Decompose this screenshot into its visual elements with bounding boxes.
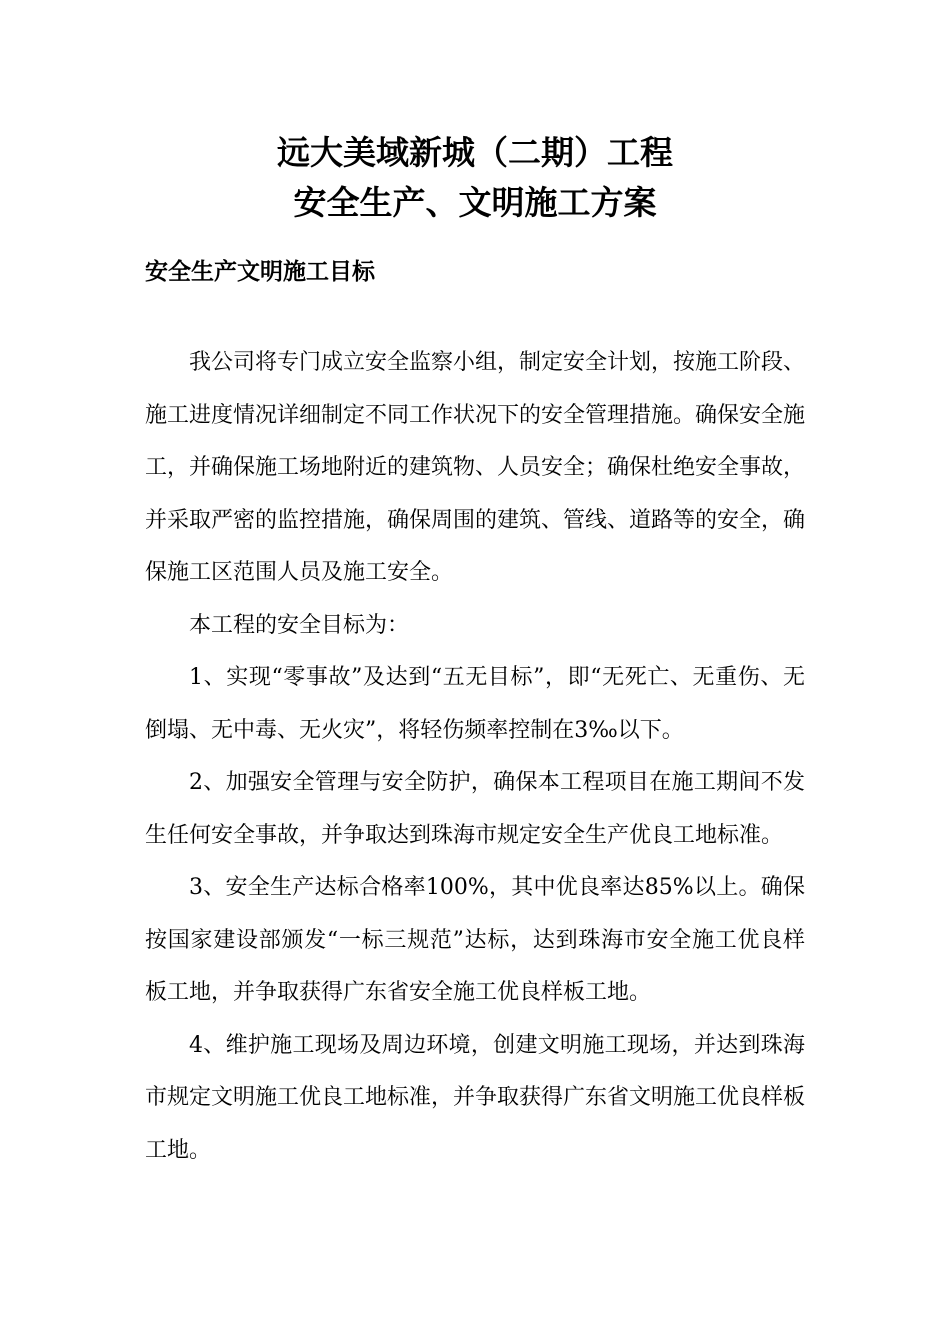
- section-heading: 安全生产文明施工目标: [145, 259, 375, 285]
- paragraph-goal-2: 2、加强安全管理与安全防护，确保本工程项目在施工期间不发生任何安全事故，并争取达到珠海市规定安全生产优良工地标准。: [145, 770, 805, 848]
- document-body: [145, 337, 805, 1177]
- paragraph-goal-3: 3、安全生产达标合格率100%，其中优良率达85%以上。确保按国家建设部颁发“一标三规范”达标，达到珠海市安全施工优良样板工地，并争取获得广东省安全施工优良样板工地。: [145, 875, 805, 1005]
- paragraph-goal-4: 4、维护施工现场及周边环境，创建文明施工现场，并达到珠海市规定文明施工优良工地标准，并争取获得广东省文明施工优良样板工地。: [145, 1032, 806, 1163]
- paragraph-goal-1: 1、实现“零事故”及达到“五无目标”，即“无死亡、无重伤、无倒塌、无中毒、无火灾”，将轻伤频率控制在3‰以下。: [145, 665, 805, 743]
- paragraph-goals-lead: 本工程的安全目标为：: [189, 612, 410, 638]
- paragraph-intro: 我公司将专门成立安全监察小组，制定安全计划，按施工阶段、施工进度情况详细制定不同工作状况下的安全管理措施。确保安全施工，并确保施工场地附近的建筑物、人员安全；确保杜绝安全事故，并采取严密的监控措施，确保周围的建筑、管线、道路等的安全，确保施工区范围人员及施工安全。: [145, 350, 806, 585]
- document-title: [0, 128, 950, 228]
- document-title-line-1: 远大美域新城（二期）工程: [277, 133, 673, 172]
- document-title-line-2: 安全生产、文明施工方案: [293, 183, 657, 222]
